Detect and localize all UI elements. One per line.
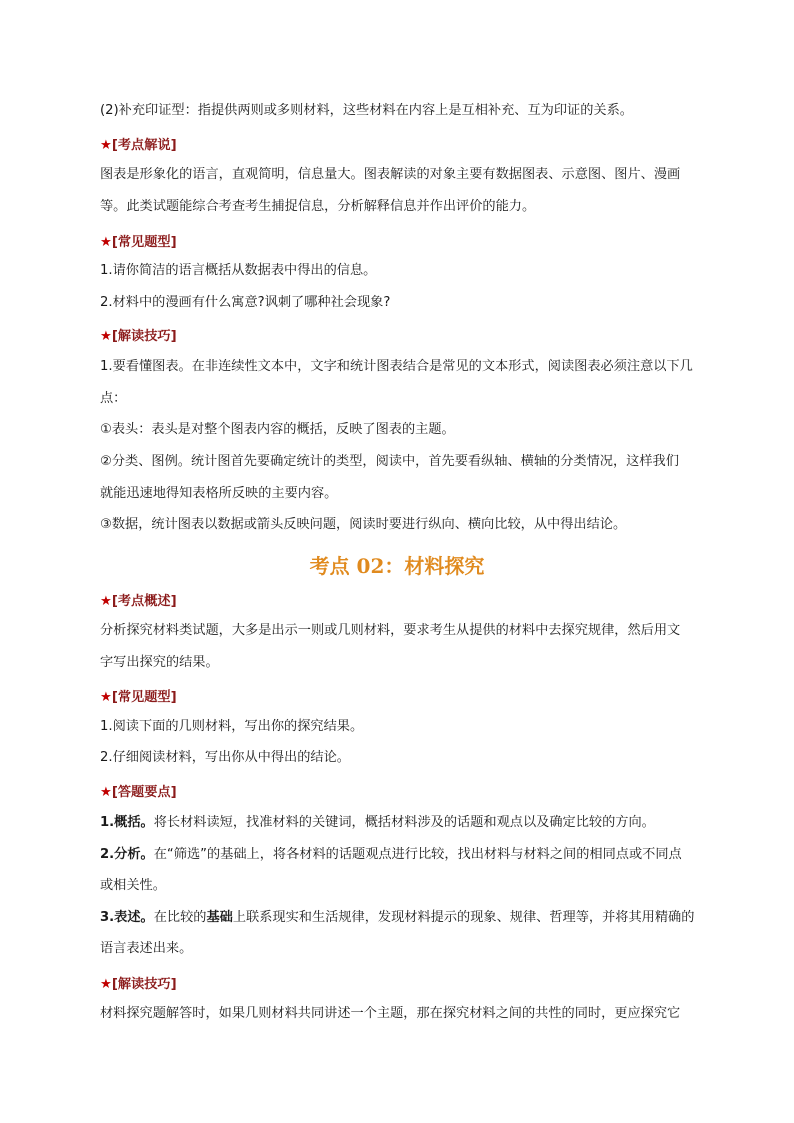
heading-exam-overview: ★[考点概述]: [100, 594, 177, 609]
star-icon: ★: [100, 594, 112, 609]
list-item-type2-2: 2.仔细阅读材料，写出你从中得出的结论。: [100, 750, 350, 765]
paragraph-explain-line1: 图表是形象化的语言，直观简明，信息量大。图表解读的对象主要有数据图表、示意图、图片、漫画: [100, 167, 681, 182]
point-express-line1: 3.表述。在比较的基础上联系现实和生活规律，发现材料提示的现象、规律、哲理等，并将其用精确的: [100, 910, 695, 925]
list-item-type1-2: 1.阅读下面的几则材料，写出你的探究结果。: [100, 719, 364, 734]
paragraph-tip-line1: 1.要看懂图表。在非连续性文本中，文字和统计图表结合是常见的文本形式，阅读图表必须注意以下几: [100, 359, 693, 374]
list-item-tip-category-line1: ②分类、图例。统计图首先要确定统计的类型，阅读中，首先要看纵轴、横轴的分类情况，这样我们: [100, 454, 679, 469]
list-item-type1: 1.请你简洁的语言概括从数据表中得出的信息。: [100, 263, 377, 278]
point-summarize: 1.概括。将长材料读短，找准材料的关键词，概括材料涉及的话题和观点以及确定比较的方向。: [100, 815, 655, 830]
paragraph-overview-line1: 分析探究材料类试题，大多是出示一则或几则材料，要求考生从提供的材料中去探究规律，然后用文: [100, 623, 681, 638]
paragraph-tip-line2: 点：: [100, 391, 127, 406]
list-item-tip-data: ③数据，统计图表以数据或箭头反映问题，阅读时要进行纵向、横向比较，从中得出结论。: [100, 517, 627, 532]
heading-answer-points: ★[答题要点]: [100, 785, 177, 800]
point-analyze-keyword: 2.分析。: [100, 847, 154, 862]
point-analyze-line1: 2.分析。在“筛选”的基础上，将各材料的话题观点进行比较，找出材料与材料之间的相同点或不同点: [100, 847, 682, 862]
point-summarize-keyword: 1.概括。: [100, 815, 154, 830]
heading-exam-explain: ★[考点解说]: [100, 138, 177, 153]
paragraph-tips-line1: 材料探究题解答时，如果几则材料共同讲述一个主题，那在探究材料之间的共性的同时，更应探究它: [100, 1006, 681, 1021]
section-title: 考点 02：材料探究: [309, 554, 485, 578]
paragraph-supplement-type: (2)补充印证型：指提供两则或多则材料，这些材料在内容上是互相补充、互为印证的关系。: [100, 103, 633, 118]
paragraph-explain-line2: 等。此类试题能综合考查考生捕捉信息，分析解释信息并作出评价的能力。: [100, 199, 536, 214]
star-icon: ★: [100, 785, 112, 800]
heading-common-types-2: ★[常见题型]: [100, 690, 177, 705]
star-icon: ★: [100, 235, 112, 250]
star-icon: ★: [100, 690, 112, 705]
star-icon: ★: [100, 138, 112, 153]
point-express-keyword: 3.表述。: [100, 910, 154, 925]
list-item-tip-header: ①表头：表头是对整个图表内容的概括，反映了图表的主题。: [100, 422, 455, 437]
paragraph-overview-line2: 字写出探究的结果。: [100, 655, 219, 670]
list-item-type2: 2.材料中的漫画有什么寓意?讽刺了哪种社会现象?: [100, 295, 391, 310]
heading-reading-tips: ★[解读技巧]: [100, 329, 177, 344]
star-icon: ★: [100, 329, 112, 344]
point-analyze-line2: 或相关性。: [100, 878, 166, 893]
point-express-line2: 语言表述出来。: [100, 941, 193, 956]
heading-common-types: ★[常见题型]: [100, 235, 177, 250]
star-icon: ★: [100, 977, 112, 992]
list-item-tip-category-line2: 就能迅速地得知表格所反映的主要内容。: [100, 486, 338, 501]
heading-reading-tips-2: ★[解读技巧]: [100, 977, 177, 992]
